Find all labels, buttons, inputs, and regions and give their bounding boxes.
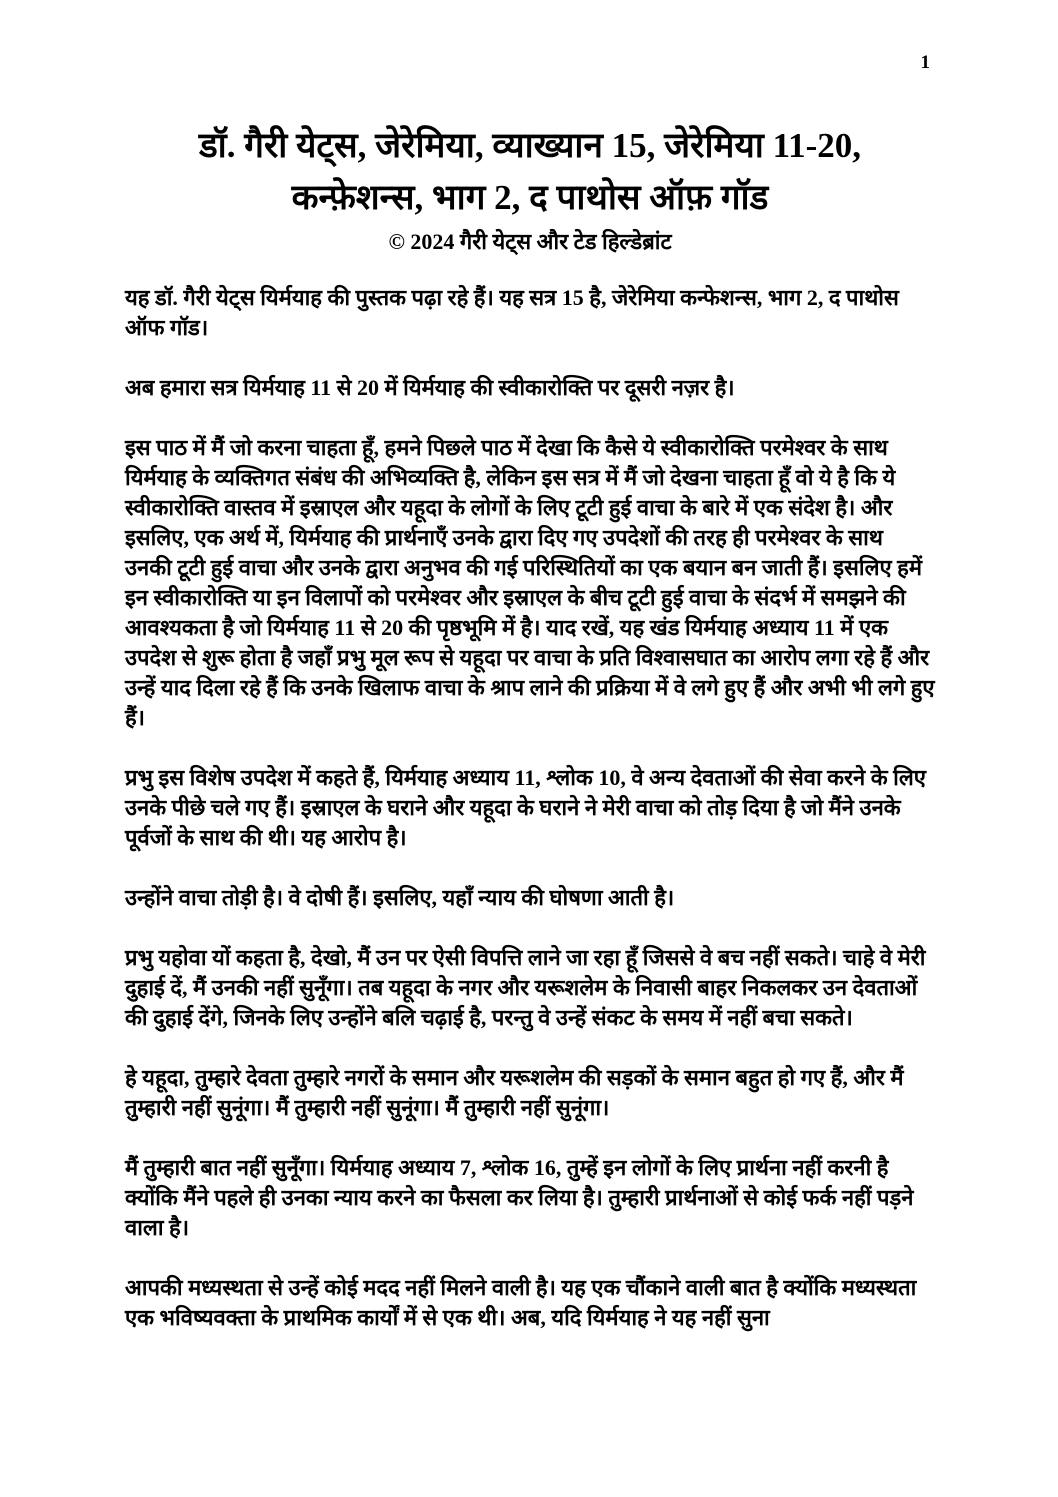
page-number: 1: [920, 52, 930, 73]
document-title: [125, 120, 935, 224]
copyright-line: © 2024 गैरी येट्स और टेड हिल्डेब्रांट: [388, 229, 672, 254]
paragraph-2: अब हमारा सत्र यिर्मयाह 11 से 20 में यिर्मयाह की स्वीकारोक्ति पर दूसरी नज़र है।: [125, 375, 735, 400]
paragraph-5: उन्होंने वाचा तोड़ी है। वे दोषी हैं। इसलिए, यहाँ न्याय की घोषणा आती है।: [125, 885, 675, 910]
paragraph-3: इस पाठ में मैं जो करना चाहता हूँ, हमने पिछले पाठ में देखा कि कैसे ये स्वीकारोक्ति परमेश्वर के साथ यिर्मयाह के व्यक्तिगत संबंध की अभिव्यक्ति है, लेकिन इस सत्र में मैं जो देखना चाहता हूँ वो ये है कि ये स्वीकारोक्ति वास्तव में इस्राएल और यहूदा के लोगों के लिए टूटी हुई वाचा के बारे में एक संदेश है। और इसलिए, एक अर्थ में, यिर्मयाह की प्रार्थनाएँ उनके द्वारा दिए गए उपदेशों की तरह ही परमेश्वर के साथ उनकी टूटी हुई वाचा और उनके द्वारा अनुभव की गई परिस्थितियों का एक बयान बन जाती हैं। इसलिए हमें इन स्वीकारोक्ति या इन विलापों को परमेश्वर और इस्राएल के बीच टूटी हुई वाचा के संदर्भ में समझने की आवश्यकता है जो यिर्मयाह 11 से 20 की पृष्ठभूमि में है। याद रखें, यह खंड यिर्मयाह अध्याय 11 में एक उपदेश से शुरू होता है जहाँ प्रभु मूल रूप से यहूदा पर वाचा के प्रति विश्वासघात का आरोप लगा रहे हैं और उन्हें याद दिला रहे हैं कि उनके खिलाफ वाचा के श्राप लाने की प्रक्रिया में वे लगे हुए हैं और अभी भी लगे हुए हैं।: [125, 435, 935, 730]
title-line-1: डॉ. गैरी येट्स, जेरेमिया, व्याख्यान 15, जेरेमिया 11-20,: [198, 126, 862, 165]
paragraph-4: प्रभु इस विशेष उपदेश में कहते हैं, यिर्मयाह अध्याय 11, श्लोक 10, वे अन्य देवताओं की सेवा करने के लिए उनके पीछे चले गए हैं। इस्राएल के घराने और यहूदा के घराने ने मेरी वाचा को तोड़ दिया है जो मैंने उनके पूर्वजों के साथ की थी। यह आरोप है।: [125, 765, 926, 850]
document-body: [125, 283, 935, 1333]
paragraph-1: यह डॉ. गैरी येट्स यिर्मयाह की पुस्तक पढ़ा रहे हैं। यह सत्र 15 है, जेरेमिया कन्फेशन्स, भाग 2, द पाथोस ऑफ गॉड।: [125, 285, 899, 340]
paragraph-6: प्रभु यहोवा यों कहता है, देखो, मैं उन पर ऐसी विपत्ति लाने जा रहा हूँ जिससे वे बच नहीं सकते। चाहे वे मेरी दुहाई दें, मैं उनकी नहीं सुनूँगा। तब यहूदा के नगर और यरूशलेम के निवासी बाहर निकलकर उन देवताओं की दुहाई देंगे, जिनके लिए उन्होंने बलि चढ़ाई है, परन्तु वे उन्हें संकट के समय में नहीं बचा सकते।: [125, 945, 926, 1030]
paragraph-7: हे यहूदा, तुम्हारे देवता तुम्हारे नगरों के समान और यरूशलेम की सड़कों के समान बहुत हो गए हैं, और मैं तुम्हारी नहीं सुनूंगा। मैं तुम्हारी नहीं सुनूंगा। मैं तुम्हारी नहीं सुनूंगा।: [125, 1065, 904, 1120]
title-line-2: कन्फ़ेशन्स, भाग 2, द पाथोस ऑफ़ गॉड: [291, 178, 769, 217]
paragraph-9: आपकी मध्यस्थता से उन्हें कोई मदद नहीं मिलने वाली है। यह एक चौंकाने वाली बात है क्योंकि मध्यस्थता एक भविष्यवक्ता के प्राथमिक कार्यों में से एक थी। अब, यदि यिर्मयाह ने यह नहीं सुना: [125, 1275, 917, 1330]
document-header: [125, 120, 935, 257]
paragraph-8: मैं तुम्हारी बात नहीं सुनूँगा। यिर्मयाह अध्याय 7, श्लोक 16, तुम्हें इन लोगों के लिए प्रार्थना नहीं करनी है क्योंकि मैंने पहले ही उनका न्याय करने का फैसला कर लिया है। तुम्हारी प्रार्थनाओं से कोई फर्क नहीं पड़ने वाला है।: [125, 1155, 914, 1240]
